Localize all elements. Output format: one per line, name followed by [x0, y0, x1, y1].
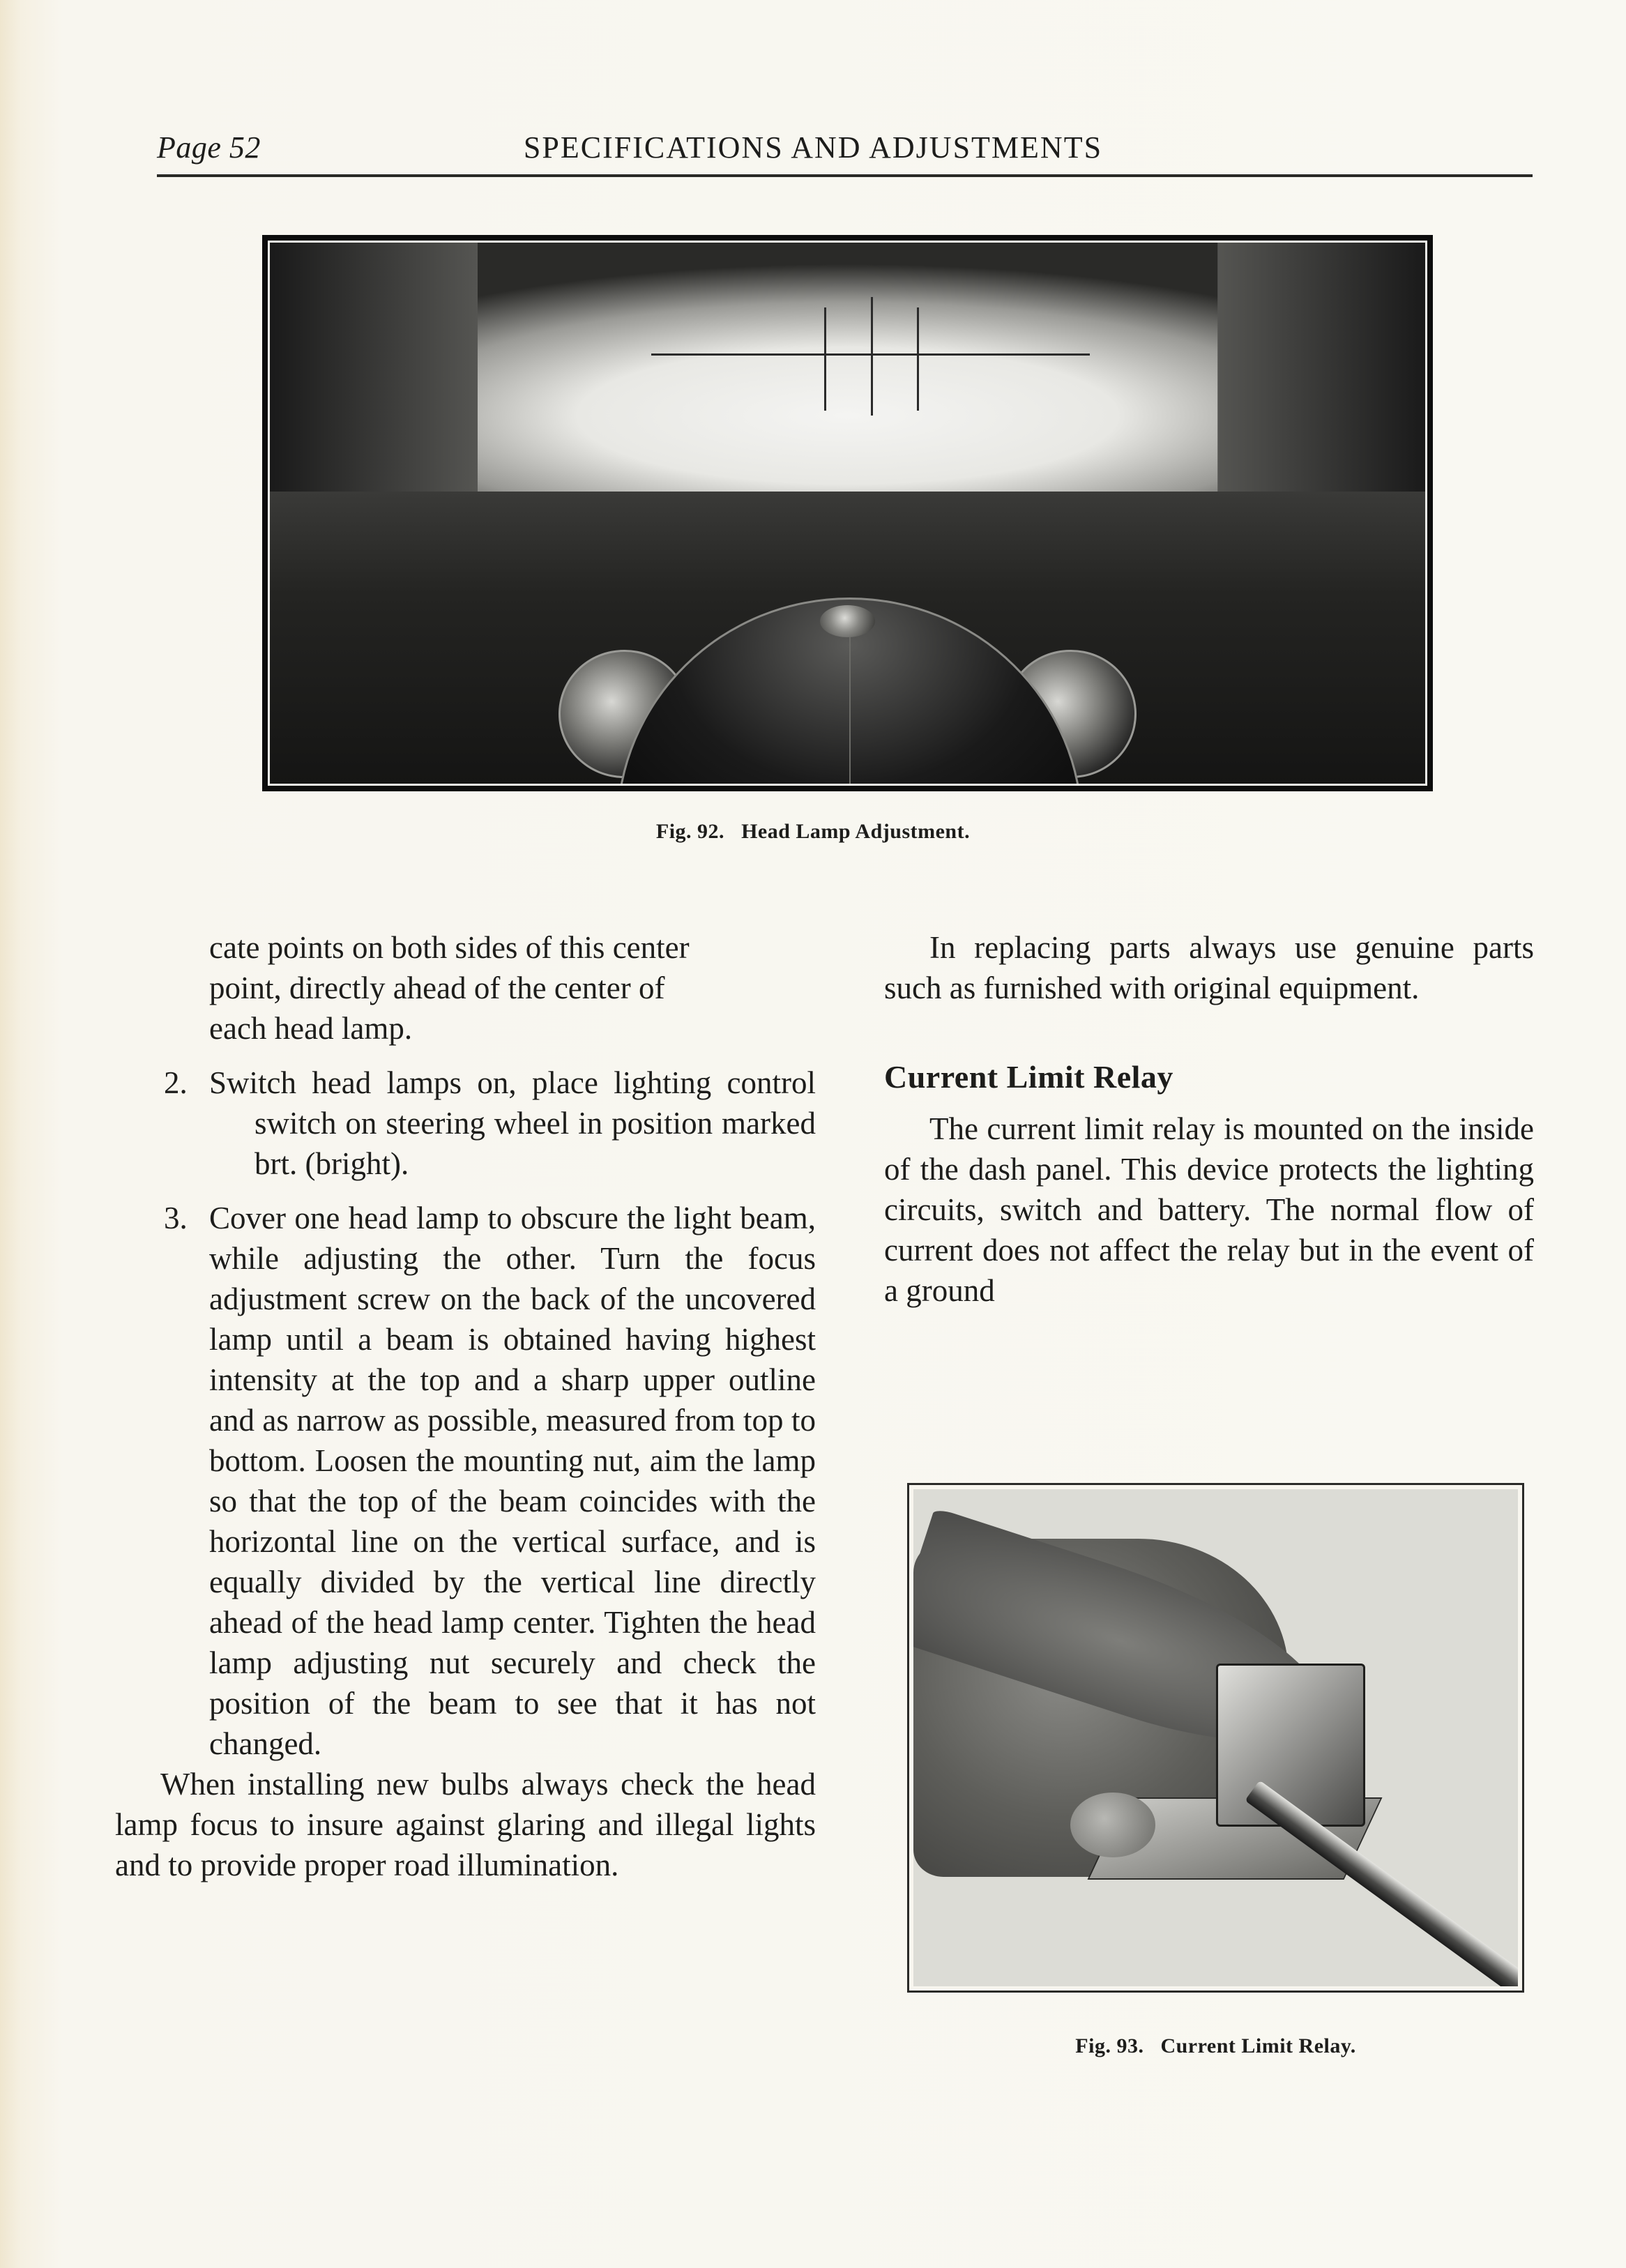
left-column	[115, 927, 816, 1885]
header-rule	[157, 174, 1533, 177]
figure-92-head-lamp-photo	[262, 235, 1433, 791]
left-wall-shadow	[270, 243, 478, 492]
list-item-3	[164, 1198, 816, 1764]
figure-92-image	[268, 241, 1427, 786]
figure-93-image	[913, 1489, 1518, 1986]
figure-93-relay-photo	[907, 1483, 1524, 1993]
closing-paragraph: When installing new bulbs always check the head lamp focus to insure against glaring and illegal lights and to provide proper road illumination.	[115, 1767, 816, 1882]
figure-92-caption-text: Head Lamp Adjustment.	[741, 820, 971, 843]
figure-93-number: Fig. 93.	[1075, 2034, 1144, 2057]
continuation-line: point, directly ahead of the center of	[209, 971, 665, 1005]
continuation-line: each head lamp.	[209, 1011, 413, 1046]
continuation-text	[164, 927, 816, 1049]
left-lamp-aim-line	[824, 307, 826, 410]
section-paragraph: The current limit relay is mounted on the inside of the dash panel. This device protects the lighting circuits, switch and battery. The normal flow of current does not affect the relay but in the event of a ground	[884, 1111, 1534, 1308]
screwdriver	[1245, 1780, 1518, 1986]
right-wall-shadow	[1217, 243, 1425, 492]
running-header-title	[0, 130, 1626, 165]
figure-93-caption	[907, 2034, 1524, 2058]
figure-92-caption	[0, 820, 1626, 844]
list-number: 3.	[164, 1201, 188, 1235]
figure-93-caption-text: Current Limit Relay.	[1160, 2034, 1356, 2057]
intro-paragraph: In replacing parts always use genuine parts such as furnished with original equipment.	[884, 930, 1534, 1005]
header-title-text: SPECIFICATIONS AND ADJUSTMENTS	[523, 130, 1103, 165]
list-item-text: Cover one head lamp to obscure the light beam, while adjusting the other. Turn the focus adjustment screw on the back of the uncovered lamp until a beam is obtained having highest intensity at the top and a sharp upper outline and as narrow as possible, measured from top to bottom. Loosen the mounting nut, aim the lamp so that the top of the beam coincides with the horizontal line on the vertical surface, and is equally divided by the vertical line directly ahead of the head lamp center. Tighten the head lamp adjusting nut securely and check the position of the beam to see that it has not changed.	[209, 1201, 816, 1761]
continuation-line: cate points on both sides of this center	[209, 930, 690, 965]
list-number: 2.	[164, 1065, 188, 1100]
hood-center-line	[849, 614, 851, 786]
list-item-text: Switch head lamps on, place lighting control switch on steering wheel in position marked brt. (bright).	[209, 1065, 816, 1181]
figure-92-number: Fig. 92.	[655, 820, 725, 843]
center-aim-line	[871, 297, 873, 416]
section-heading: Current Limit Relay	[884, 1059, 1173, 1095]
right-column	[884, 927, 1534, 1311]
right-lamp-aim-line	[917, 307, 919, 410]
thumb	[1070, 1793, 1155, 1857]
list-item-2	[164, 1063, 816, 1184]
page-number: Page 52	[157, 130, 261, 165]
